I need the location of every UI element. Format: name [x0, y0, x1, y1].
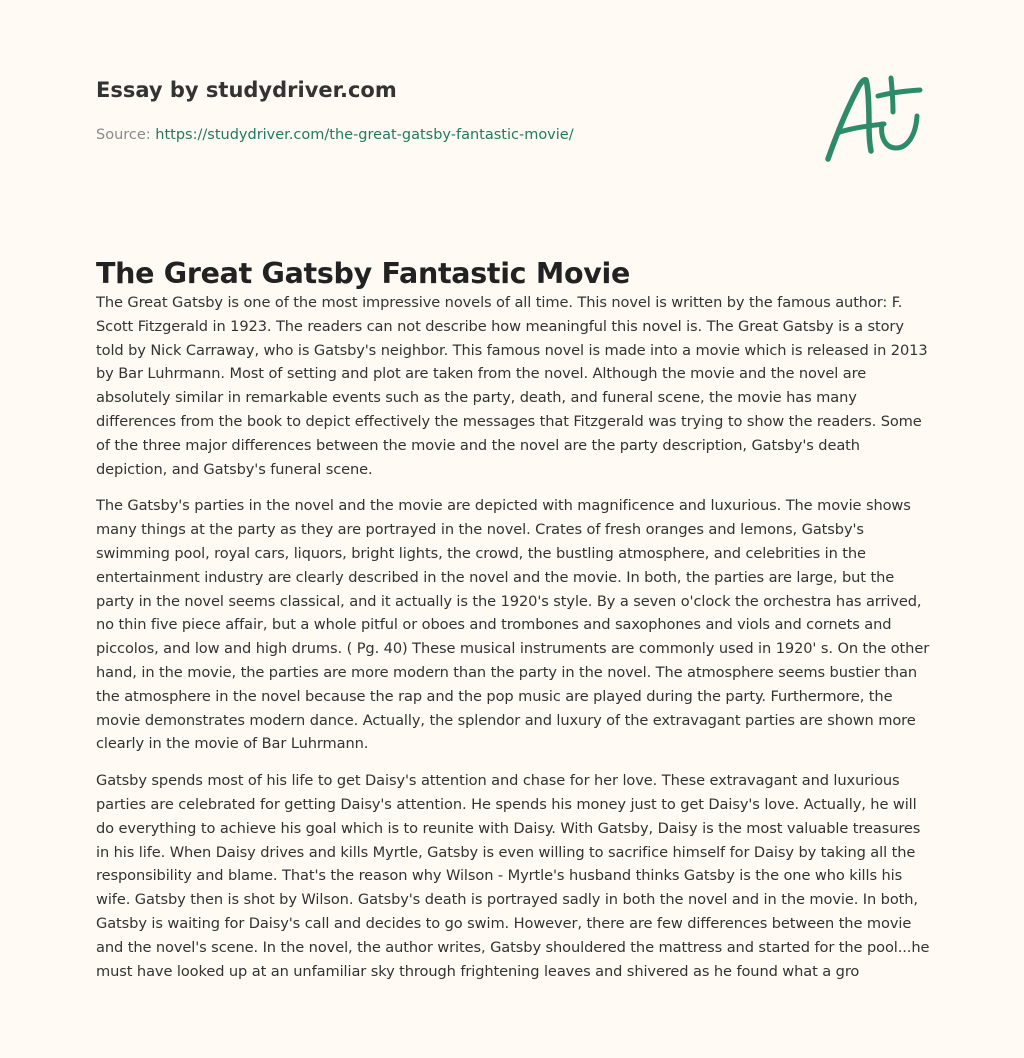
brand-title: Essay by studydriver.com — [96, 78, 397, 102]
essay-title: The Great Gatsby Fantastic Movie — [96, 257, 631, 290]
source-line — [96, 125, 696, 145]
essay-paragraph: Gatsby spends most of his life to get Daisy's attention and chase for her love. These extravagant and luxurious parties are celebrated for getting Daisy's attention. He spends his money just to get Daisy's love. Actually, he will do everything to achieve his goal which is to reunite with Daisy. With Gatsby, Daisy is the most valuable treasures in his life. When Daisy drives and kills Myrtle, Gatsby is even willing to sacrifice himself for Daisy by taking all the responsibility and blame. That's the reason why Wilson - Myrtle's husband thinks Gatsby is the one who kills his wife. Gatsby then is shot by Wilson. Gatsby's death is portrayed sadly in both the novel and in the movie. In both, Gatsby is waiting for Daisy's call and decides to go swim. However, there are few differences between the movie and the novel's scene. In the novel, the author writes, Gatsby shouldered the mattress and started for the pool...he must have looked up at an unfamiliar sky through frightening leaves and shivered as he found what a gro — [96, 772, 930, 980]
page-header — [96, 76, 696, 145]
essay-paragraph: The Great Gatsby is one of the most impressive novels of all time. This novel is written by the famous author: F. Scott Fitzgerald in 1923. The readers can not describe how meaningful this novel is. The Great Gatsby is a story told by Nick Carraway, who is Gatsby's neighbor. This famous novel is made into a movie which is released in 2013 by Bar Luhrmann. Most of setting and plot are taken from the novel. Although the movie and the novel are absolutely similar in remarkable events such as the party, death, and funeral scene, the movie has many differences from the book to depict effectively the messages that Fitzgerald was trying to show the readers. Some of the three major differences between the movie and the novel are the party description, Gatsby's death depiction, and Gatsby's funeral scene. — [96, 294, 928, 478]
a-plus-grade-logo-icon — [818, 66, 930, 166]
essay-paragraph: The Gatsby's parties in the novel and the movie are depicted with magnificence and luxurious. The movie shows many things at the party as they are portrayed in the novel. Crates of fresh oranges and lemons, Gatsby's swimming pool, royal cars, liquors, bright lights, the crowd, the bustling atmosphere, and celebrities in the entertainment industry are clearly described in the novel and the movie. In both, the parties are large, but the party in the novel seems classical, and it actually is the 1920's style. By a seven o'clock the orchestra has arrived, no thin five piece affair, but a whole pitful or oboes and trombones and saxophones and viols and cornets and piccolos, and low and high drums. ( Pg. 40) These musical instruments are commonly used in 1920' s. On the other hand, in the movie, the parties are more modern than the party in the novel. The atmosphere seems bustier than the atmosphere in the novel because the rap and the pop music are played during the party. Furthermore, the movie demonstrates modern dance. Actually, the splendor and luxury of the extravagant parties are shown more clearly in the movie of Bar Luhrmann. — [96, 497, 930, 753]
source-link[interactable]: https://studydriver.com/the-great-gatsby-fantastic-movie/ — [155, 127, 574, 143]
source-label: Source: — [96, 127, 151, 143]
essay-body — [96, 291, 931, 996]
